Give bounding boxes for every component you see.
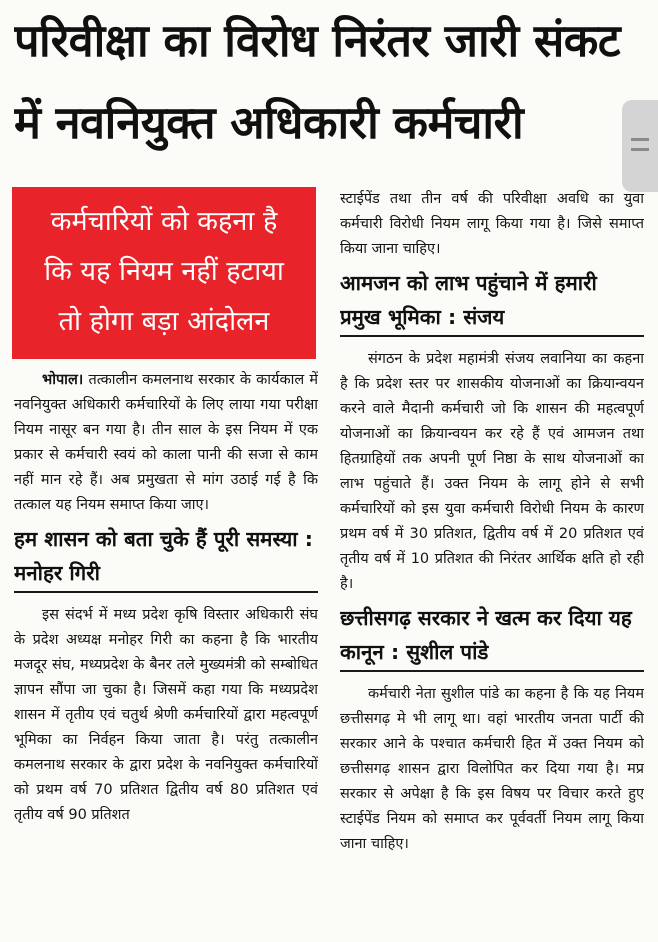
subheading-sanjay: आमजन को लाभ पहुंचाने में हमारी प्रमुख भूमिका : संजय <box>340 266 644 337</box>
paragraph-manohar-giri: इस संदर्भ में मध्य प्रदेश कृषि विस्तार अधिकारी संघ के प्रदेश अध्यक्ष मनोहर गिरी का कहना है कि भारतीय मजदूर संघ, मध्यप्रदेश के बैनर तले मुख्यमंत्री को सम्बोधित ज्ञापन सौंपा जा चुका है। जिसमें कहा गया कि मध्यप्रदेश शासन में तृतीय एवं चतुर्थ श्रेणी कर्मचारियों द्वारा महत्वपूर्ण भूमिका का निर्वहन किया जाता है। परंतु तत्कालीन कमलनाथ सरकार के द्वारा प्रदेश के नवनियुक्त कर्मचारियों को प्रथम वर्ष 70 प्रतिशत द्वितीय वर्ष 80 प्रतिशत एवं तृतीय वर्ष 90 प्रतिशत <box>14 607 318 823</box>
subheading-sushil-pande: छत्तीसगढ़ सरकार ने खत्म कर दिया यह कानून : सुशील पांडे <box>340 601 644 672</box>
highlight-line-1: कर्मचारियों को कहना है <box>50 206 278 237</box>
grip-line-icon <box>631 138 649 141</box>
grip-line-icon <box>631 148 649 151</box>
scroll-handle[interactable] <box>622 100 658 192</box>
paragraph-continued: स्टाईपेंड तथा तीन वर्ष की परिवीक्षा अवधि का युवा कर्मचारी विरोधी नियम लागू किया गया है। जिसे समाप्त किया जाना चाहिए। <box>340 191 644 257</box>
right-column <box>340 187 644 936</box>
headline-line-1: परिवीक्षा का विरोध निरंतर जारी संकट <box>14 14 621 67</box>
paragraph-intro-text: तत्कालीन कमलनाथ सरकार के कार्यकाल में नवनियुक्त अधिकारी कर्मचारियों के लिए लाया गया परीक्षा नियम नासूर बन गया है। तीन साल के इस नियम में एक प्रकार से कर्मचारी स्वयं को काला पानी की सजा से काम नहीं मान रहे हैं। अब प्रमुखता से मांग उठाई गई है कि तत्काल यह नियम समाप्त किया जाए। <box>14 372 318 513</box>
highlight-box <box>12 187 316 359</box>
paragraph-sanjay: संगठन के प्रदेश महामंत्री संजय लवानिया का कहना है कि प्रदेश स्तर पर शासकीय योजनाओं का क्रियान्वयन करने वाले मैदानी कर्मचारी जो कि शासन की महत्वपूर्ण योजनाओं का क्रियान्वयन कर रहे हैं एवं आमजन तथा हितग्राहियों तक अपनी पूर्ण निष्ठा के साथ योजनाओं का लाभ पहुंचाते हैं। उक्त नियम के लागू होने से सभी कर्मचारियों को इस युवा कर्मचारी विरोधी नियम के कारण प्रथम वर्ष में 30 प्रतिशत, द्वितीय वर्ष में 20 प्रतिशत एवं तृतीय वर्ष में 10 प्रतिशत की निरंतर आर्थिक क्षति हो रही है। <box>340 351 644 592</box>
left-column <box>14 368 318 936</box>
subheading-manohar-giri: हम शासन को बता चुके हैं पूरी समस्या : मनोहर गिरी <box>14 522 318 593</box>
paragraph-sushil-pande: कर्मचारी नेता सुशील पांडे का कहना है कि यह नियम छत्तीसगढ़ मे भी लागू था। वहां भारतीय जनता पार्टी की सरकार आने के पश्चात कर्मचारी हित में उक्त नियम को छत्तीसगढ़ शासन द्वारा विलोपित कर दिया गया है। मप्र सरकार से अपेक्षा है कि इस विषय पर विचार करते हुए स्टाईपेंड नियम को समाप्त कर पूर्ववर्ती नियम लागू किया जाना चाहिए। <box>340 686 644 852</box>
highlight-line-2: कि यह नियम नहीं हटाया <box>44 256 284 287</box>
dateline: भोपाल। <box>42 372 84 388</box>
paragraph-intro <box>14 368 318 518</box>
headline-line-2: में नवनियुक्त अधिकारी कर्मचारी <box>14 96 524 149</box>
highlight-line-3: तो होगा बड़ा आंदोलन <box>58 306 270 337</box>
